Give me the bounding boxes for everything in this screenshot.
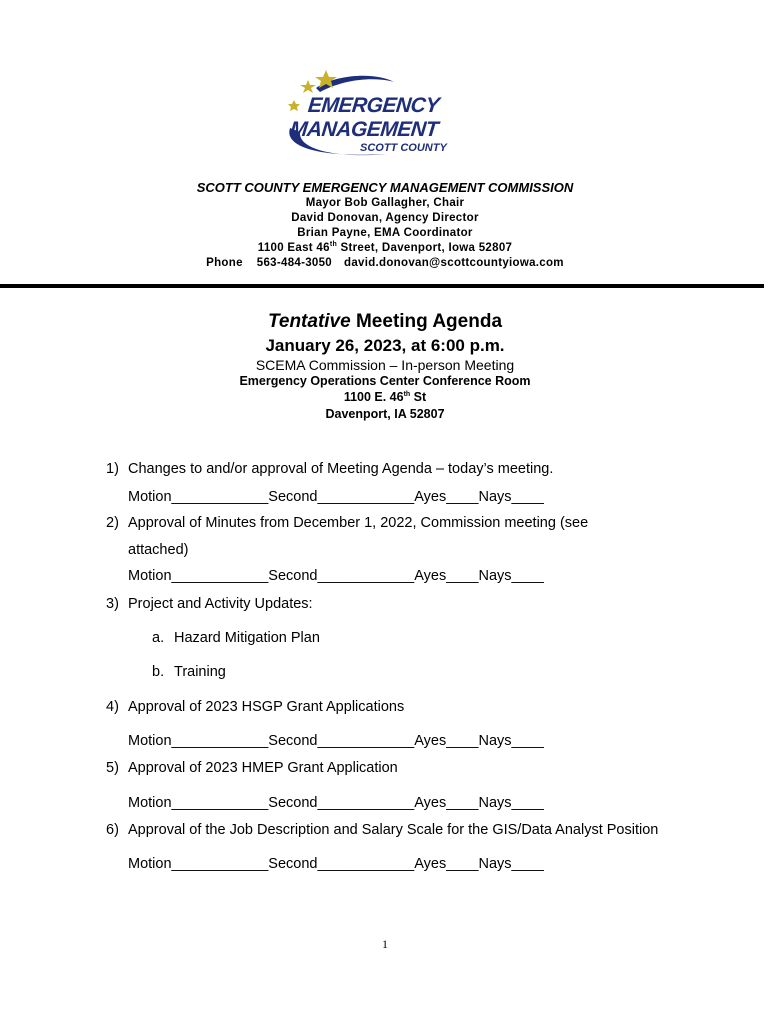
ema-logo	[276, 66, 476, 162]
sub-item-text: Hazard Mitigation Plan	[174, 630, 320, 646]
page-number: 1	[382, 937, 388, 951]
meeting-type: SCEMA Commission – In-person Meeting	[255, 357, 515, 373]
item-text: Changes to and/or approval of Meeting Agenda – today’s meeting.	[128, 461, 554, 477]
address-line	[0, 242, 770, 254]
coordinator-line: Brian Payne, EMA Coordinator	[297, 227, 473, 239]
header-divider	[0, 284, 764, 288]
org-name: SCOTT COUNTY EMERGENCY MANAGEMENT COMMISSION	[196, 180, 574, 195]
phone-number: 563-484-3050	[256, 257, 332, 269]
item-number: 5)	[106, 760, 119, 776]
item-text-continued: attached)	[128, 542, 189, 558]
chair-line: Mayor Bob Gallagher, Chair	[305, 197, 465, 209]
item-text: Approval of Minutes from December 1, 2022, Commission meeting (see	[128, 515, 589, 531]
item-text: Approval of 2023 HSGP Grant Applications	[128, 699, 405, 715]
sub-item-text: Training	[174, 664, 226, 680]
meeting-title	[0, 311, 770, 333]
item-number: 2)	[106, 515, 119, 531]
meeting-addr-post: St	[410, 390, 427, 404]
meeting-room: Emergency Operations Center Conference Room	[239, 374, 531, 388]
address-post: Street, Davenport, Iowa 52807	[337, 242, 513, 254]
meeting-addr-pre: 1100 E. 46	[343, 390, 404, 404]
item-text: Project and Activity Updates:	[128, 596, 313, 612]
logo-text-management: MANAGEMENT	[288, 118, 440, 141]
item-text: Approval of the Job Description and Salary Scale for the GIS/Data Analyst Position	[128, 822, 659, 838]
item-text: Approval of 2023 HMEP Grant Application	[128, 760, 398, 776]
vote-line: Motion____________Second____________Ayes____Nays____	[128, 568, 544, 584]
item-number: 6)	[106, 822, 119, 838]
item-number: 3)	[106, 596, 119, 612]
vote-line: Motion____________Second____________Ayes____Nays____	[128, 795, 544, 811]
meeting-city: Davenport, IA 52807	[325, 407, 445, 421]
director-line: David Donovan, Agency Director	[291, 212, 479, 224]
item-number: 4)	[106, 699, 119, 715]
vote-line: Motion____________Second____________Ayes____Nays____	[128, 489, 544, 505]
sub-item-letter: a.	[152, 630, 165, 646]
email-link[interactable]: david.donovan@scottcountyiowa.com	[344, 257, 564, 269]
logo-text-county: SCOTT COUNTY	[360, 142, 447, 154]
meeting-title-italic: Tentative	[267, 311, 351, 332]
address-pre: 1100 East 46	[257, 242, 330, 254]
meeting-addr-sup: th	[403, 390, 411, 398]
address-sup: th	[329, 241, 338, 249]
vote-line: Motion____________Second____________Ayes____Nays____	[128, 856, 544, 872]
contact-line	[0, 257, 770, 269]
meeting-address	[0, 390, 770, 404]
meeting-title-rest: Meeting Agenda	[350, 311, 503, 332]
item-number: 1)	[106, 461, 119, 477]
sub-item-letter: b.	[152, 664, 165, 680]
meeting-date: January 26, 2023, at 6:00 p.m.	[265, 336, 505, 355]
vote-line: Motion____________Second____________Ayes____Nays____	[128, 733, 544, 749]
phone-label: Phone	[206, 257, 243, 269]
logo-text-emergency: EMERGENCY	[306, 94, 441, 117]
